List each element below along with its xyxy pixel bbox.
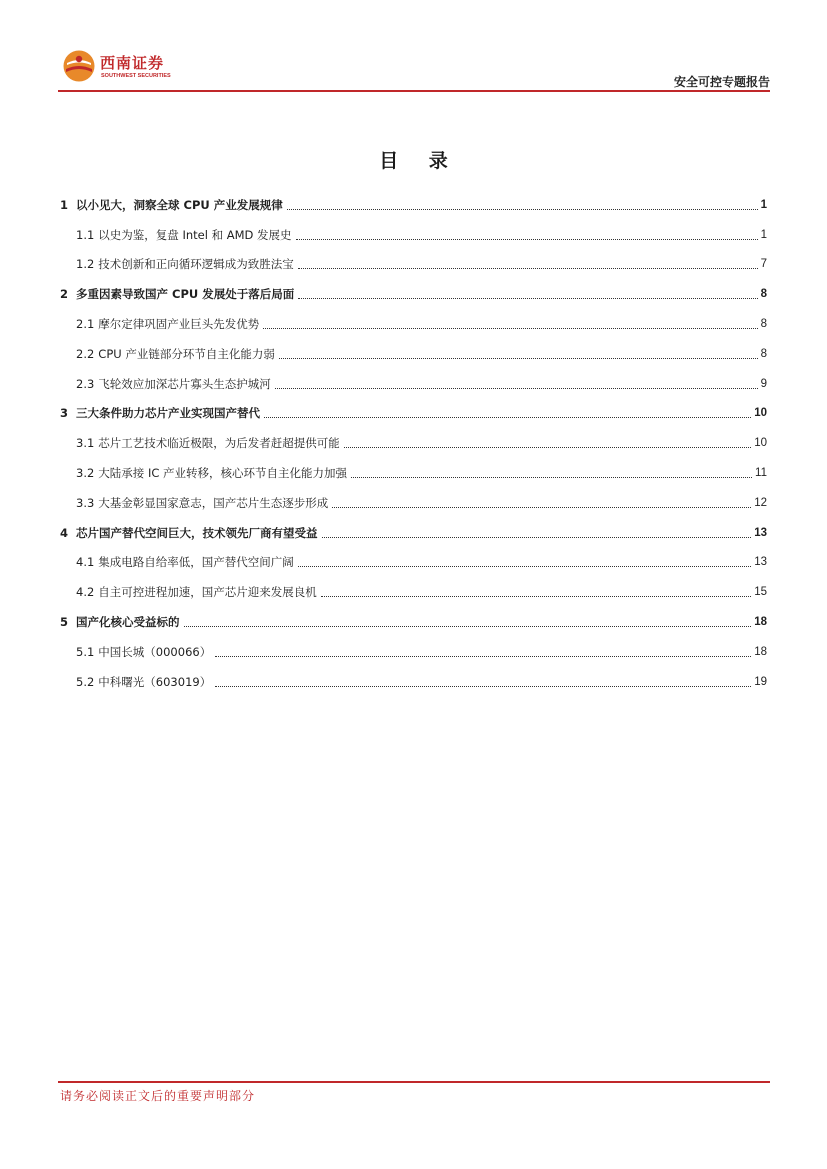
toc-entry-number: 3.3: [76, 495, 95, 510]
header-divider: [58, 90, 770, 92]
toc-entry-page: 19: [754, 675, 767, 688]
toc-entry[interactable]: [60, 458, 767, 488]
footer-disclaimer: 请务必阅读正文后的重要声明部分: [60, 1089, 256, 1103]
toc-entry-number: 1: [60, 197, 69, 212]
toc-entry-number: 2.3: [76, 376, 95, 391]
toc-entry-title: 自主可控进程加速，国产芯片迎来发展良机: [98, 585, 317, 600]
toc-leader-dots: [321, 595, 751, 597]
toc-entry-title: 技术创新和正向循环逻辑成为致胜法宝: [98, 257, 294, 272]
toc-entry-title: 多重因素导致国产 CPU 发展处于落后局面: [76, 287, 295, 302]
toc-entry-number: 1.1: [76, 227, 95, 242]
toc-entry-number: 5.2: [76, 674, 95, 689]
toc-entry-title: 芯片国产替代空间巨大，技术领先厂商有望受益: [76, 525, 318, 540]
toc-leader-dots: [296, 238, 758, 240]
toc-entry-page: 13: [754, 526, 767, 539]
toc-entry-page: 8: [760, 347, 767, 360]
toc-leader-dots: [351, 476, 752, 478]
toc-leader-dots: [263, 327, 757, 329]
toc-entry-title: 国产化核心受益标的: [76, 615, 180, 630]
toc-entry[interactable]: [60, 309, 767, 339]
toc-entry[interactable]: [60, 190, 767, 220]
toc-leader-dots: [298, 297, 757, 299]
toc-entry[interactable]: [60, 667, 767, 697]
toc-leader-dots: [215, 685, 751, 687]
toc-entry[interactable]: [60, 399, 767, 429]
toc-title: 目 录: [379, 150, 460, 172]
toc-leader-dots: [287, 208, 758, 210]
toc-entry-page: 12: [754, 496, 767, 509]
toc-entry-number: 2.2: [76, 346, 95, 361]
toc-entry[interactable]: [60, 369, 767, 399]
toc-entry-page: 7: [760, 258, 767, 271]
toc-entry-number: 5: [60, 615, 69, 630]
toc-entry-title: 大陆承接 IC 产业转移，核心环节自主化能力加强: [98, 466, 348, 481]
toc-entry-number: 1.2: [76, 257, 95, 272]
toc-entry[interactable]: [60, 250, 767, 280]
toc-entry-number: 3.1: [76, 436, 95, 451]
toc-entry-page: 15: [754, 586, 767, 599]
toc-entry-number: 4.2: [76, 585, 95, 600]
toc-entry-title: 中国长城（000066）: [98, 644, 212, 659]
toc-entry-number: 4.1: [76, 555, 95, 570]
toc-entry-page: 10: [754, 437, 767, 450]
toc-entry-title: 三大条件助力芯片产业实现国产替代: [76, 406, 261, 421]
page-header: [58, 46, 770, 92]
toc-entry-number: 3.2: [76, 466, 95, 481]
toc-entry-title: 摩尔定律巩固产业巨头先发优势: [98, 317, 260, 332]
toc-entry-title: 集成电路自给率低，国产替代空间广阔: [98, 555, 294, 570]
toc-entry-number: 3: [60, 406, 69, 421]
logo-cn-name: 西南证券: [100, 54, 165, 72]
toc-entry[interactable]: [60, 548, 767, 578]
logo-en-name: SOUTHWEST SECURITIES: [101, 73, 171, 79]
table-of-contents: [60, 190, 767, 697]
toc-entry-page: 9: [760, 377, 767, 390]
toc-entry-page: 11: [755, 467, 767, 480]
toc-entry[interactable]: [60, 637, 767, 667]
toc-entry-title: 以史为鉴，复盘 Intel 和 AMD 发展史: [98, 227, 292, 242]
toc-leader-dots: [344, 446, 751, 448]
toc-entry[interactable]: [60, 339, 767, 369]
toc-entry-page: 18: [754, 645, 767, 658]
toc-entry[interactable]: [60, 279, 767, 309]
toc-entry-number: 2.1: [76, 317, 95, 332]
toc-entry[interactable]: [60, 220, 767, 250]
toc-entry-number: 5.1: [76, 644, 95, 659]
toc-entry-title: 大基金彰显国家意志，国产芯片生态逐步形成: [98, 495, 329, 510]
toc-entry-page: 10: [754, 407, 767, 420]
toc-leader-dots: [322, 536, 752, 538]
toc-entry-page: 8: [760, 288, 767, 301]
toc-entry-title: CPU 产业链部分环节自主化能力弱: [98, 346, 275, 361]
toc-leader-dots: [298, 267, 758, 269]
toc-entry-page: 13: [754, 556, 767, 569]
toc-leader-dots: [264, 416, 751, 418]
toc-entry-page: 1: [760, 228, 767, 241]
footer-divider: [58, 1081, 770, 1083]
toc-entry[interactable]: [60, 577, 767, 607]
toc-leader-dots: [215, 655, 751, 657]
toc-leader-dots: [298, 565, 751, 567]
toc-leader-dots: [184, 625, 752, 627]
toc-entry[interactable]: [60, 488, 767, 518]
company-logo: [62, 49, 232, 85]
toc-entry[interactable]: [60, 518, 767, 548]
toc-leader-dots: [279, 357, 758, 359]
toc-leader-dots: [275, 387, 758, 389]
toc-entry-title: 飞轮效应加深芯片寡头生态护城河: [98, 376, 271, 391]
toc-entry-title: 中科曙光（603019）: [98, 674, 212, 689]
report-type-label: 安全可控专题报告: [673, 75, 770, 89]
toc-leader-dots: [332, 506, 751, 508]
toc-entry[interactable]: [60, 607, 767, 637]
toc-entry[interactable]: [60, 428, 767, 458]
toc-entry-page: 8: [760, 318, 767, 331]
toc-entry-title: 以小见大，洞察全球 CPU 产业发展规律: [76, 197, 283, 212]
toc-entry-page: 18: [754, 616, 767, 629]
company-logo-icon: [62, 49, 96, 83]
toc-entry-number: 4: [60, 525, 69, 540]
toc-entry-number: 2: [60, 287, 69, 302]
toc-entry-page: 1: [760, 198, 767, 211]
toc-entry-title: 芯片工艺技术临近极限，为后发者赶超提供可能: [98, 436, 340, 451]
